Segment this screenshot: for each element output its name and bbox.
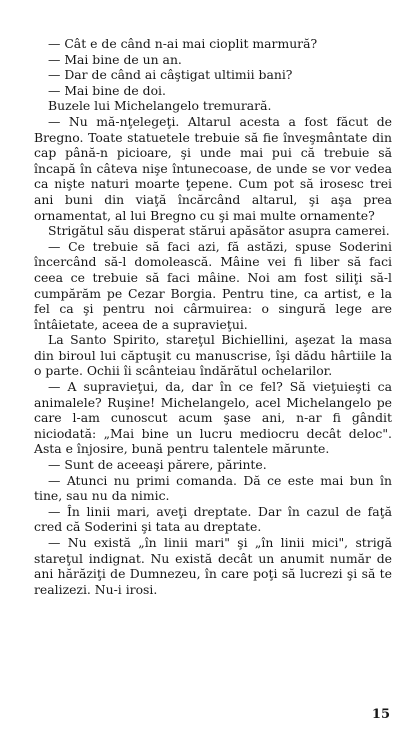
paragraph: — Sunt de aceeaşi părere, părinte.	[48, 457, 267, 473]
paragraph: — Dar de când ai câştigat ultimii bani?	[48, 67, 293, 83]
paragraph: — Ce trebuie să faci azi, fă astăzi, spuse Soderini încercând să-l domolească. Mâine vei fi liber să faci ceea ce trebuie să faci mâine. Noi am fost siliţi să-l cumpărăm pe Cezar Borgia. Pentru tine, ca artist, e la fel ca şi pentru noi cârmuirea: o singură lege are întâietate, aceea de a supravieţui.	[34, 238, 392, 332]
paragraph: — Mai bine de doi.	[48, 82, 166, 98]
paragraph: — Nu mă-nţelegeţi. Altarul acesta a fost făcut de Bregno. Toate statuetele trebuie să fie înveşmântate din cap până-n picioare, şi unde mai pui că trebuie să încapă în câteva nişe întunecoase, de unde se vor vedea ca nişte naturi moarte ţepene. Cum pot să irosesc trei ani buni din viaţă încărcând altarul, şi aşa prea ornamentat, al lui Bregno cu şi mai multe ornamente?	[34, 113, 392, 223]
paragraph: Buzele lui Michelangelo tremurară.	[48, 98, 272, 114]
paragraph: — A supravieţui, da, dar în ce fel? Să vieţuieşti ca animalele? Ruşine! Michelangelo, acel Michelangelo pe care l-am cunoscut acum şase ani, n-ar fi gândit niciodată: „Mai bine un lucru mediocru decât deloc". Asta e înjosire, bună pentru talentele mărunte.	[34, 379, 392, 457]
paragraph: — În linii mari, aveţi dreptate. Dar în cazul de faţă cred că Soderini şi tata au dreptate.	[34, 503, 392, 535]
paragraph: — Mai bine de un an.	[48, 51, 182, 67]
paragraph: — Cât e de când n-ai mai cioplit marmură?	[48, 36, 318, 51]
paragraph: Strigătul său disperat stărui apăsător asupra camerei.	[48, 223, 390, 239]
paragraph: — Atunci nu primi comanda. Dă ce este mai bun în tine, sau nu da nimic.	[34, 472, 392, 504]
paragraph: — Nu există „în linii mari" şi „în linii mici", strigă stareţul indignat. Nu există decât un anumit număr de ani hărăziţi de Dumnezeu, în care poţi să lucrezi şi să te realizezi. Nu-i irosi.	[34, 535, 392, 597]
paragraph: La Santo Spirito, stareţul Bichiellini, aşezat la masa din biroul lui căptuşit cu manuscrise, îşi dădu hârtiile la o parte. Ochii îi scânteiau îndărătul ochelarilor.	[34, 332, 392, 379]
body-text	[34, 36, 392, 597]
page-number: 15	[371, 707, 390, 722]
